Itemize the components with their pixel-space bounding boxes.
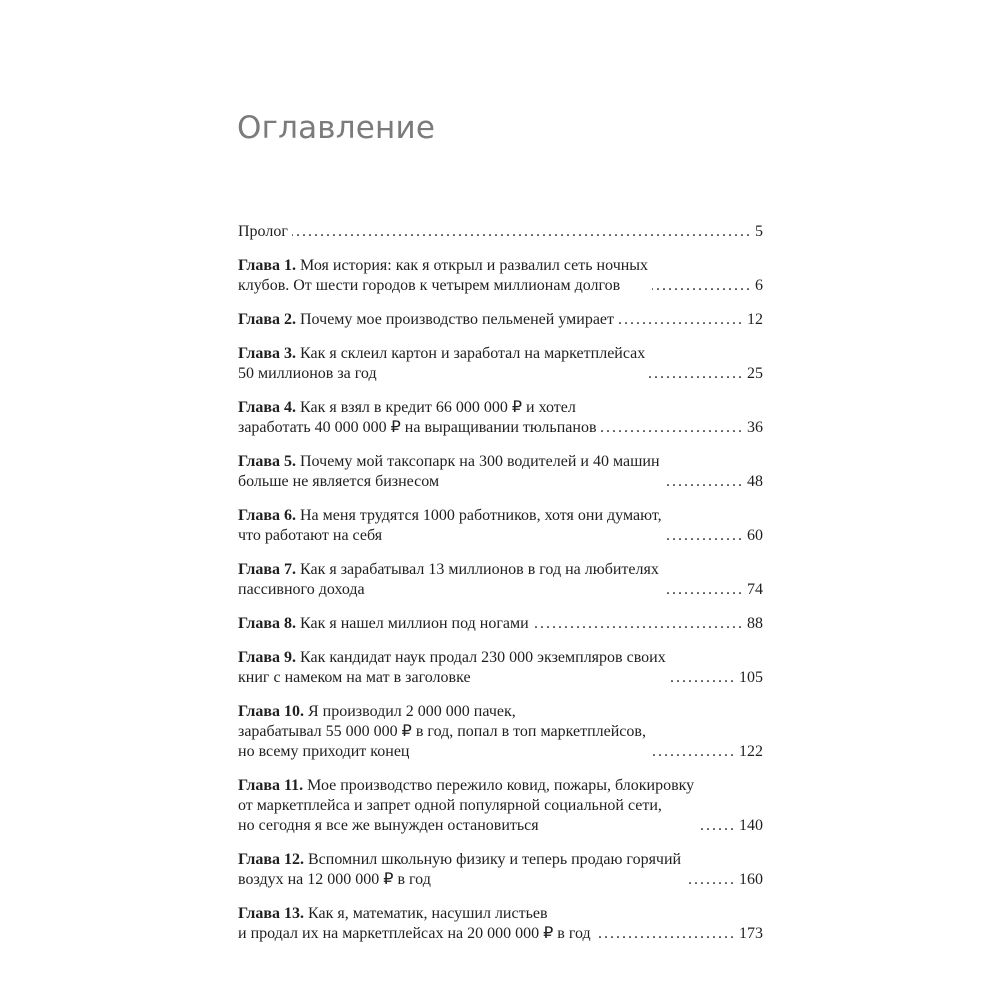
page-number: 140 [739,817,763,834]
chapter-title-text: и продал их на маркетплейсах на 20 000 000 ₽ в год [238,925,591,942]
toc-entry-title [238,776,694,836]
toc-entry[interactable] [238,904,763,944]
dot-leader [664,472,741,492]
toc-entry[interactable] [238,222,763,242]
toc-entry-title [238,560,659,600]
toc-entry[interactable] [238,702,763,762]
page-number: 12 [747,311,763,328]
chapter-label: Глава 9. [238,649,296,666]
page-number: 25 [747,365,763,382]
toc-entry[interactable] [238,560,763,600]
chapter-title-text: но всему приходит конец [238,743,410,760]
toc-entry[interactable] [238,850,763,890]
page-number: 74 [747,581,763,598]
page-number: 88 [747,615,763,632]
chapter-title-text: заработать 40 000 000 ₽ на выращивании тюльпанов [238,419,597,436]
toc-entry-line [238,506,662,526]
chapter-label: Глава 3. [238,345,296,362]
dot-leader [666,526,741,546]
page-number: 122 [739,743,763,760]
toc-entry-title [238,648,666,688]
dot-leader [533,614,741,634]
page-number: 48 [747,473,763,490]
chapter-title-text: Вспомнил школьную физику и теперь продаю горячий [308,851,682,868]
toc-entry-line [238,364,645,384]
page-number: 105 [739,669,763,686]
toc-entry-title [238,614,529,634]
page-number: 60 [747,527,763,544]
chapter-label: Глава 11. [238,777,304,794]
page-number: 5 [755,223,763,240]
chapter-title-text: клубов. От шести городов к четырем миллионам долгов [238,277,621,294]
chapter-title-text: Как я взял в кредит 66 000 000 ₽ и хотел [300,399,576,416]
toc-entry-line [238,310,614,330]
chapter-label: Глава 7. [238,561,296,578]
toc-entry-title [238,452,660,492]
chapter-title-text: На меня трудятся 1000 работников, хотя они думают, [300,507,662,524]
chapter-label: Глава 1. [238,257,296,274]
chapter-title-text: Как кандидат наук продал 230 000 экземпляров своих [300,649,666,666]
toc-entry[interactable] [238,614,763,634]
toc-entry-line [238,850,681,870]
toc-entry-line [238,870,681,890]
toc-entry-title [238,702,646,762]
chapter-title-text: Я производил 2 000 000 пачек, [308,703,516,720]
toc-entry[interactable] [238,398,763,438]
chapter-title-text: Как я склеил картон и заработал на маркетплейсах [300,345,646,362]
chapter-label: Глава 2. [238,311,296,328]
chapter-title-text: воздух на 12 000 000 ₽ в год [238,871,431,888]
toc-entry-line [238,256,648,276]
toc-entry-title [238,344,645,384]
table-of-contents [238,222,763,958]
chapter-title-text: пассивного дохода [238,581,365,598]
toc-entry-line [238,452,660,472]
chapter-label: Глава 4. [238,399,296,416]
toc-entry[interactable] [238,344,763,384]
toc-entry[interactable] [238,310,763,330]
toc-entry-line [238,904,591,924]
toc-entry-line [238,418,597,438]
dot-leader [670,668,733,688]
chapter-label: Глава 5. [238,453,296,470]
dot-leader [618,310,741,330]
chapter-title-text: зарабатывал 55 000 000 ₽ в год, попал в топ маркетплейсов, [238,723,646,740]
toc-entry-title [238,310,614,330]
toc-entry-line [238,344,645,364]
dot-leader [652,276,749,296]
toc-entry-title [238,850,681,890]
toc-entry[interactable] [238,776,763,836]
toc-entry[interactable] [238,452,763,492]
toc-entry-line [238,776,694,796]
toc-entry-title [238,904,591,944]
dot-leader [595,924,733,944]
toc-entry-title [238,398,597,438]
toc-entry-line [238,702,646,722]
chapter-title-text: Почему мой таксопарк на 300 водителей и 40 машин [300,453,660,470]
chapter-label: Глава 13. [238,905,304,922]
toc-entry-line [238,580,659,600]
chapter-label: Глава 12. [238,851,304,868]
dot-leader [663,580,741,600]
chapter-title-text: от маркетплейса и запрет одной популярной социальной сети, [238,797,662,814]
chapter-title-text: Почему мое производство пельменей умирает [300,311,615,328]
chapter-title-text: что работают на себя [238,527,383,544]
toc-entry-line [238,722,646,742]
toc-entry-line [238,924,591,944]
dot-leader [292,222,749,242]
toc-entry-line [238,560,659,580]
toc-entry-line [238,742,646,762]
toc-entry-line [238,614,529,634]
chapter-title-text: Пролог [238,223,288,240]
chapter-title-text: Моя история: как я открыл и развалил сеть ночных [300,257,649,274]
chapter-title-text: 50 миллионов за год [238,365,377,382]
toc-entry-line [238,398,597,418]
dot-leader [601,418,742,438]
page-number: 6 [755,277,763,294]
page-title: Оглавление [237,110,436,146]
dot-leader [698,816,733,836]
toc-entry-line [238,222,288,242]
chapter-title-text: но сегодня я все же вынужден остановиться [238,817,539,834]
toc-entry[interactable] [238,648,763,688]
chapter-title-text: Как я, математик, насушил листьев [308,905,548,922]
toc-entry-title [238,256,648,296]
toc-entry-title [238,222,288,242]
toc-entry-line [238,472,660,492]
page-number: 160 [739,871,763,888]
chapter-title-text: Как я нашел миллион под ногами [300,615,529,632]
chapter-label: Глава 8. [238,615,296,632]
chapter-label: Глава 10. [238,703,304,720]
toc-entry-line [238,668,666,688]
toc-entry-line [238,276,648,296]
chapter-title-text: больше не является бизнесом [238,473,440,490]
toc-entry[interactable] [238,506,763,546]
page-number: 36 [747,419,763,436]
chapter-title-text: Мое производство пережило ковид, пожары, блокировку [307,777,695,794]
chapter-label: Глава 6. [238,507,296,524]
toc-entry-line [238,648,666,668]
dot-leader [685,870,733,890]
dot-leader [650,742,733,762]
toc-entry-line [238,816,694,836]
chapter-title-text: книг с намеком на мат в заголовке [238,669,471,686]
dot-leader [649,364,741,384]
toc-entry-line [238,796,694,816]
toc-entry-title [238,506,662,546]
toc-entry-line [238,526,662,546]
chapter-title-text: Как я зарабатывал 13 миллионов в год на любителях [300,561,659,578]
page-number: 173 [739,925,763,942]
toc-entry[interactable] [238,256,763,296]
